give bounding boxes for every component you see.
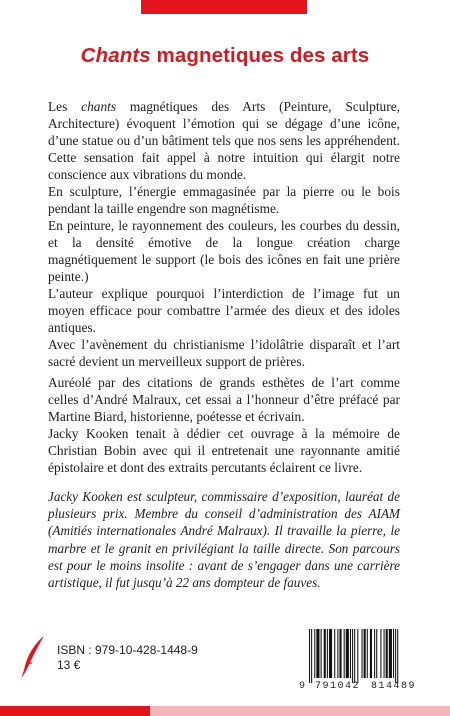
summary-paragraph-3: En peinture, le rayonnement des couleurs, les courbes du dessin, et la densité émotive de la longue création charge magnétiquement le support (le bois des icônes en fait une prière peinte.)	[48, 218, 400, 284]
top-red-bar	[141, 0, 307, 14]
summary-p1-rest: magnétiques des Arts (Peinture, Sculpture, Architecture) évoquent l’émotion qui se dégage d’une icône, d’une statue ou d’un bâtiment tels que nos sens les appréhendent. Cette sensation fait appel à notre intuition qui élargit notre conscience aux vibrations du monde.	[48, 99, 400, 182]
barcode-bars	[305, 629, 425, 683]
summary-paragraph-6: Auréolé par des citations de grands esthètes de l’art comme celles d’André Malraux, cet essai a l’honneur d’être préfacé par Martine Biard, historienne, poétesse et écrivain.	[48, 375, 400, 424]
bottom-color-band	[0, 706, 450, 716]
barcode	[299, 629, 431, 695]
barcode-first-digit: 9	[299, 681, 306, 692]
publisher-logo	[18, 634, 48, 680]
summary-paragraph-5: Avec l’avènement du christianisme l’idolâtrie disparaît et l’art sacré devient un merveilleux support de prières.	[48, 337, 400, 369]
book-title	[0, 44, 450, 68]
barcode-left-digits: 791042	[315, 681, 361, 692]
barcode-right-digits: 814489	[371, 681, 417, 692]
book-title-italic: Chants	[80, 44, 151, 67]
summary-p1-start: Les	[48, 99, 82, 114]
price: 13 €	[57, 658, 81, 672]
back-cover-summary	[48, 98, 400, 476]
author-bio: Jacky Kooken est sculpteur, commissaire d’exposition, lauréat de plusieurs prix. Membre du conseil d’administration des AIAM (Amitiés internationales André Malraux). Il travaille la pierre, le marbre et le granit en privilégiant la taille directe. Son parcours est pour le moins insolite : avant de s’engager dans une carrière artistique, il fut jusqu’à 22 ans dompteur de fauves.	[48, 489, 400, 591]
isbn-number: ISBN : 979-10-428-1448-9	[57, 643, 198, 657]
summary-paragraph-4: L’auteur explique pourquoi l’interdiction de l’image fut un moyen efficace pour combattre l’armée des dieux et des idoles antiques.	[48, 286, 400, 335]
summary-p1-emphasis: chants	[81, 99, 117, 114]
summary-paragraph-2: En sculpture, l’énergie emmagasinée par la pierre ou le bois pendant la taille engendre son magnétisme.	[48, 184, 400, 216]
book-title-rest: magnetiques des arts	[150, 44, 370, 67]
summary-paragraph-1	[48, 98, 400, 183]
isbn-and-price	[57, 643, 198, 673]
summary-paragraph-7: Jacky Kooken tenait à dédier cet ouvrage à la mémoire de Christian Bobin avec qui il entretenait une rayonnante amitié épistolaire et dont des extraits percutants éclairent ce livre.	[48, 426, 400, 475]
